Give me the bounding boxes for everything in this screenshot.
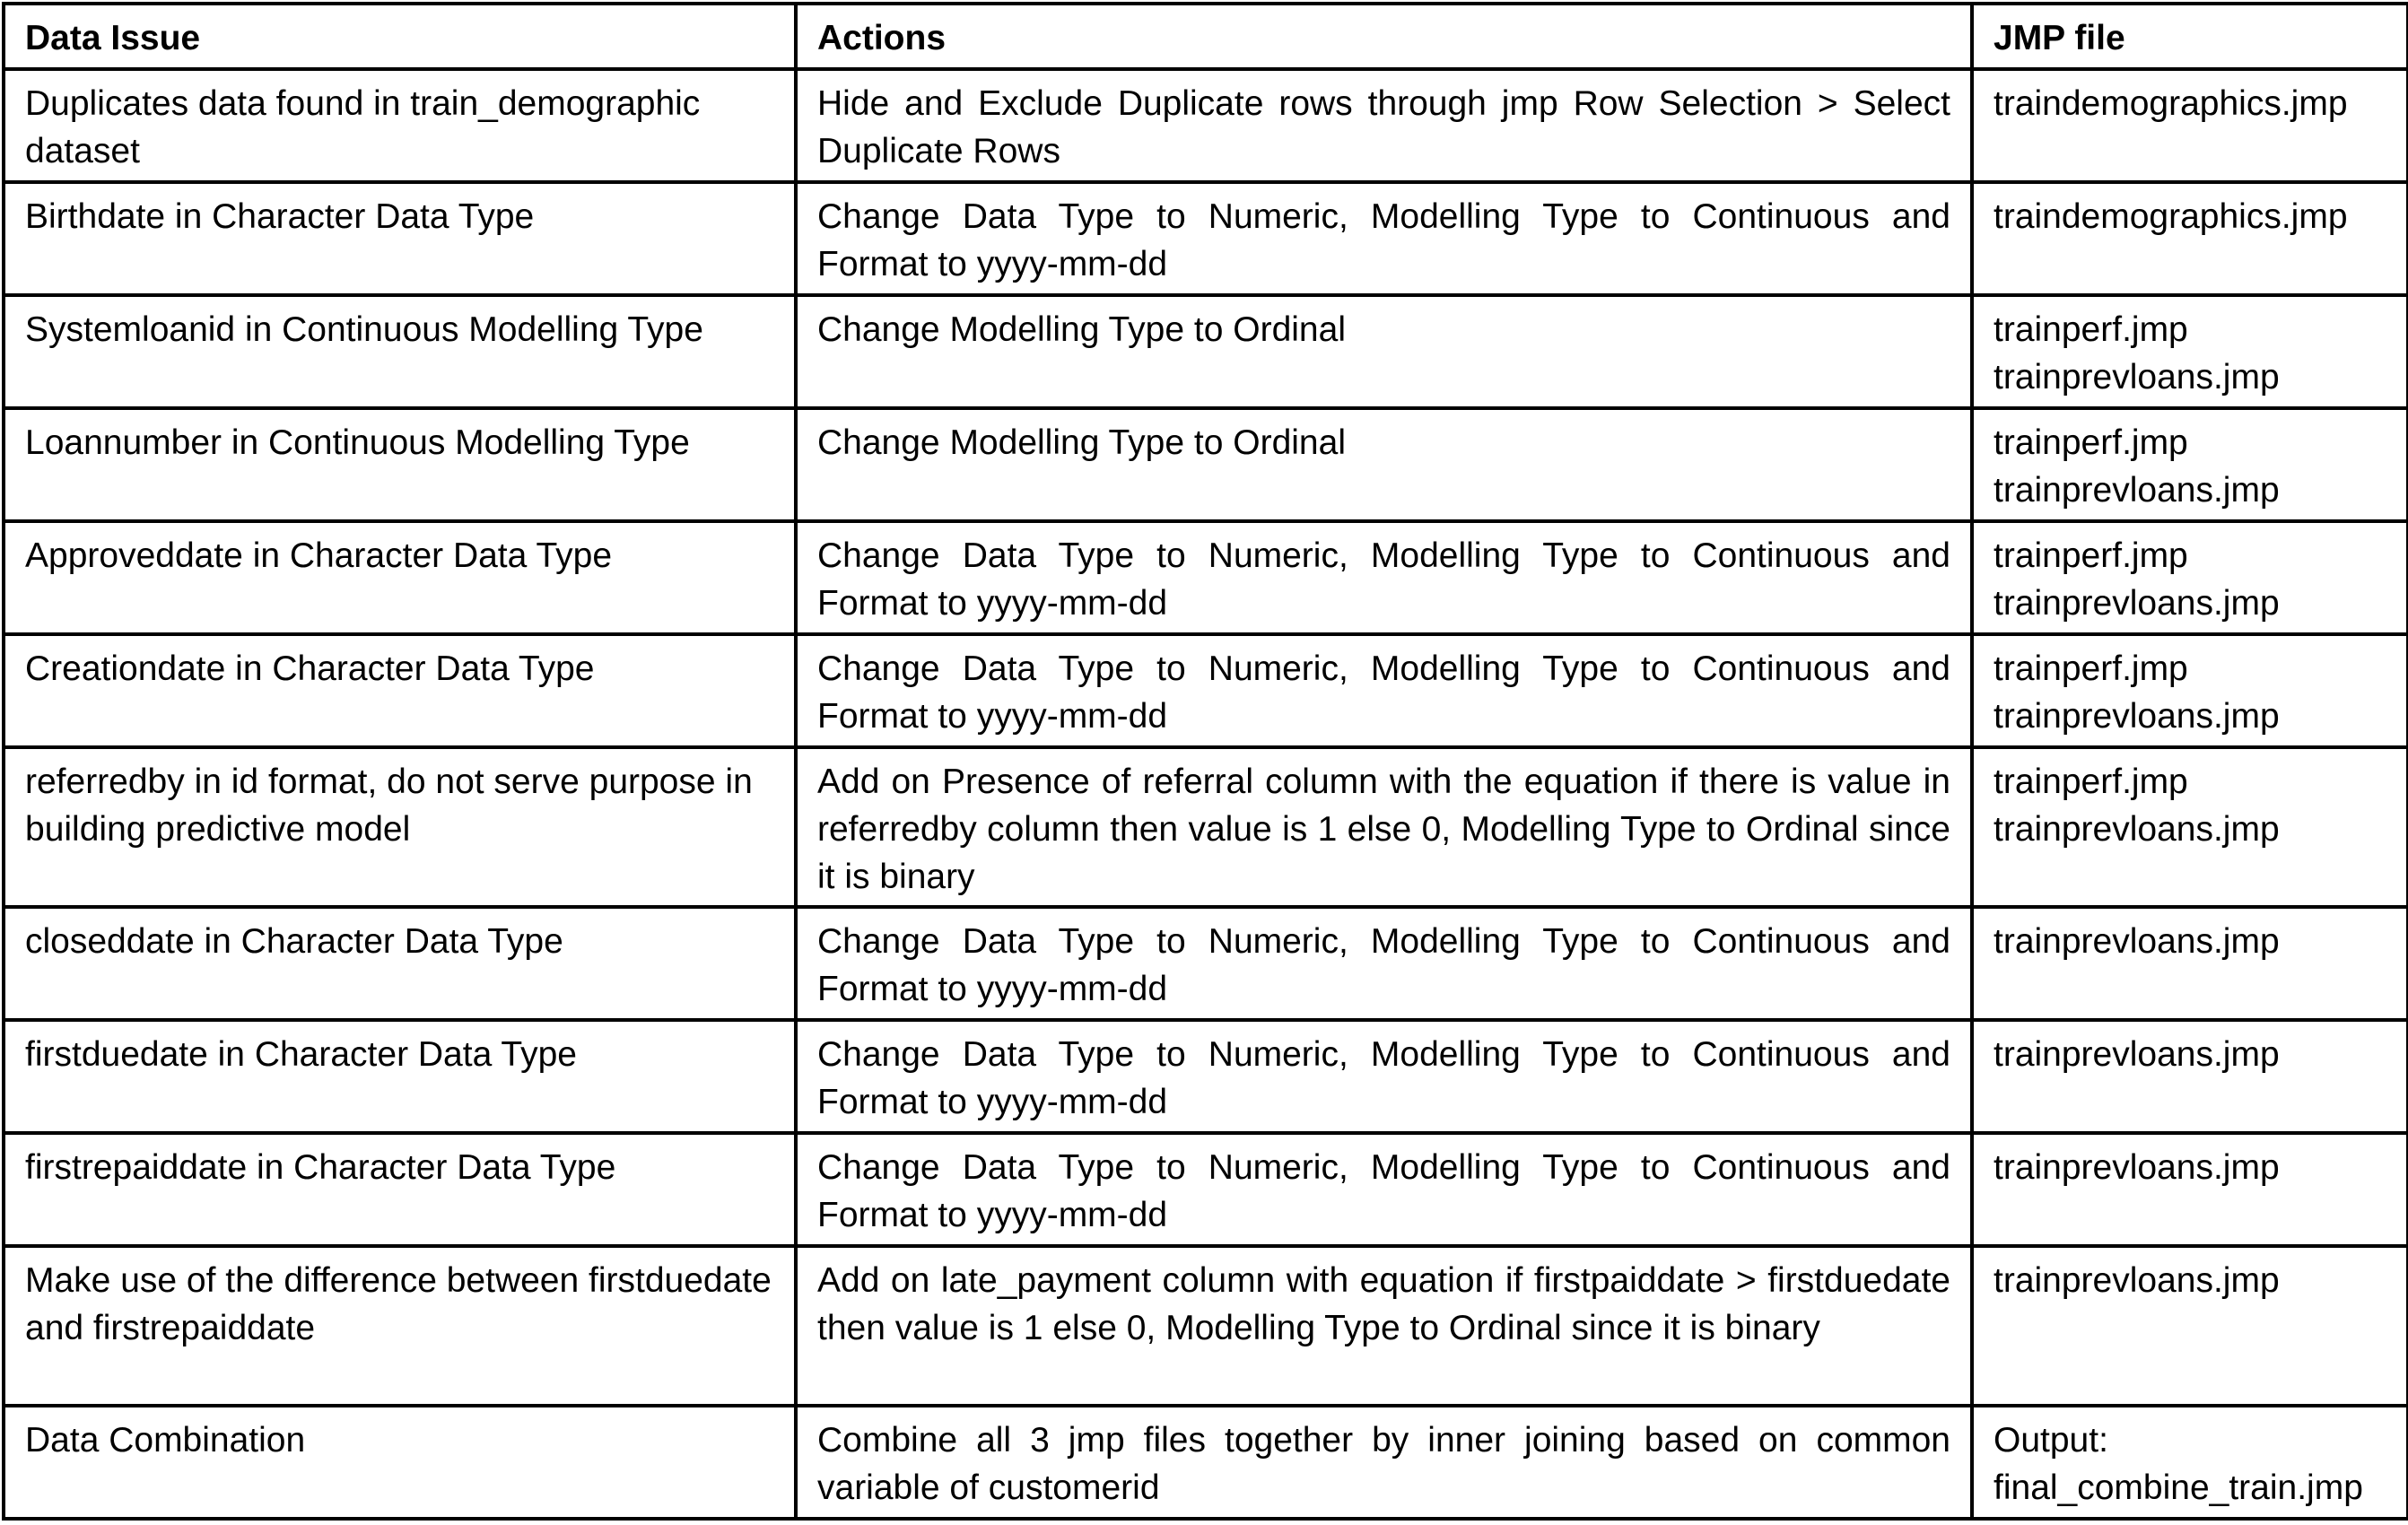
jmp-file-name: trainperf.jmp	[1994, 536, 2188, 575]
data-issues-table	[2, 2, 2408, 1521]
jmp-file-name: trainprevloans.jmp	[1994, 810, 2280, 849]
action-cell: Change Data Type to Numeric, Modelling Type to Continuous and Format to yyyy-mm-dd	[796, 182, 1972, 295]
action-cell: Change Data Type to Numeric, Modelling Type to Continuous and Format to yyyy-mm-dd	[796, 907, 1972, 1020]
data-issue-cell: Birthdate in Character Data Type	[4, 182, 796, 295]
jmp-file-name: trainperf.jmp	[1994, 310, 2188, 349]
jmp-file-cell	[1972, 1133, 2408, 1246]
data-issue-cell: Data Combination	[4, 1406, 796, 1519]
table-row	[4, 295, 2408, 408]
jmp-file-cell	[1972, 747, 2408, 907]
table-row	[4, 1246, 2408, 1406]
jmp-file-cell	[1972, 521, 2408, 634]
data-issue-cell: Make use of the difference between firstduedate and firstrepaiddate	[4, 1246, 796, 1406]
jmp-file-cell	[1972, 634, 2408, 747]
jmp-file-name: trainperf.jmp	[1994, 649, 2188, 688]
data-issue-cell: closeddate in Character Data Type	[4, 907, 796, 1020]
data-issue-cell: firstduedate in Character Data Type	[4, 1020, 796, 1133]
data-issue-cell: Systemloanid in Continuous Modelling Type	[4, 295, 796, 408]
table-row	[4, 69, 2408, 182]
jmp-file-name: trainprevloans.jmp	[1994, 1148, 2280, 1187]
table-row	[4, 1020, 2408, 1133]
action-cell: Add on late_payment column with equation if firstpaiddate > firstduedate then value is 1 else 0, Modelling Type to Ordinal since it is binary	[796, 1246, 1972, 1406]
data-issue-cell: Duplicates data found in train_demographic dataset	[4, 69, 796, 182]
action-cell: Change Modelling Type to Ordinal	[796, 295, 1972, 408]
jmp-file-name: traindemographics.jmp	[1994, 197, 2348, 236]
jmp-file-name: final_combine_train.jmp	[1994, 1468, 2363, 1507]
jmp-file-name: trainprevloans.jmp	[1994, 1261, 2280, 1300]
jmp-file-cell	[1972, 1020, 2408, 1133]
table-row	[4, 634, 2408, 747]
header-data-issue: Data Issue	[4, 4, 796, 69]
table-row	[4, 521, 2408, 634]
jmp-file-name: traindemographics.jmp	[1994, 84, 2348, 123]
action-cell: Change Data Type to Numeric, Modelling Type to Continuous and Format to yyyy-mm-dd	[796, 634, 1972, 747]
jmp-file-cell	[1972, 907, 2408, 1020]
data-issue-cell: referredby in id format, do not serve purpose in building predictive model	[4, 747, 796, 907]
action-cell: Hide and Exclude Duplicate rows through jmp Row Selection > Select Duplicate Rows	[796, 69, 1972, 182]
header-jmp-file: JMP file	[1972, 4, 2408, 69]
table-row	[4, 907, 2408, 1020]
action-cell: Add on Presence of referral column with the equation if there is value in referredby column then value is 1 else 0, Modelling Type to Ordinal since it is binary	[796, 747, 1972, 907]
data-issue-cell: Creationdate in Character Data Type	[4, 634, 796, 747]
jmp-file-name: trainprevloans.jmp	[1994, 471, 2280, 510]
table-row	[4, 182, 2408, 295]
jmp-file-cell	[1972, 182, 2408, 295]
data-issue-cell: firstrepaiddate in Character Data Type	[4, 1133, 796, 1246]
table-row	[4, 1406, 2408, 1519]
data-issue-cell: Loannumber in Continuous Modelling Type	[4, 408, 796, 521]
jmp-file-name: trainprevloans.jmp	[1994, 1035, 2280, 1074]
action-cell: Change Data Type to Numeric, Modelling Type to Continuous and Format to yyyy-mm-dd	[796, 1020, 1972, 1133]
table-row	[4, 747, 2408, 907]
jmp-file-cell	[1972, 1406, 2408, 1519]
jmp-file-cell	[1972, 1246, 2408, 1406]
table-row	[4, 1133, 2408, 1246]
jmp-file-name: trainprevloans.jmp	[1994, 358, 2280, 396]
data-issue-cell: Approveddate in Character Data Type	[4, 521, 796, 634]
action-cell: Change Data Type to Numeric, Modelling Type to Continuous and Format to yyyy-mm-dd	[796, 1133, 1972, 1246]
jmp-file-name: Output:	[1994, 1421, 2108, 1460]
jmp-file-name: trainprevloans.jmp	[1994, 584, 2280, 623]
action-cell: Change Data Type to Numeric, Modelling Type to Continuous and Format to yyyy-mm-dd	[796, 521, 1972, 634]
jmp-file-cell	[1972, 295, 2408, 408]
jmp-file-name: trainprevloans.jmp	[1994, 922, 2280, 961]
header-actions: Actions	[796, 4, 1972, 69]
jmp-file-name: trainprevloans.jmp	[1994, 697, 2280, 736]
jmp-file-cell	[1972, 69, 2408, 182]
jmp-file-cell	[1972, 408, 2408, 521]
jmp-file-name: trainperf.jmp	[1994, 762, 2188, 801]
jmp-file-name: trainperf.jmp	[1994, 423, 2188, 462]
action-cell: Change Modelling Type to Ordinal	[796, 408, 1972, 521]
table-row	[4, 408, 2408, 521]
header-row	[4, 4, 2408, 69]
action-cell: Combine all 3 jmp files together by inner joining based on common variable of customerid	[796, 1406, 1972, 1519]
